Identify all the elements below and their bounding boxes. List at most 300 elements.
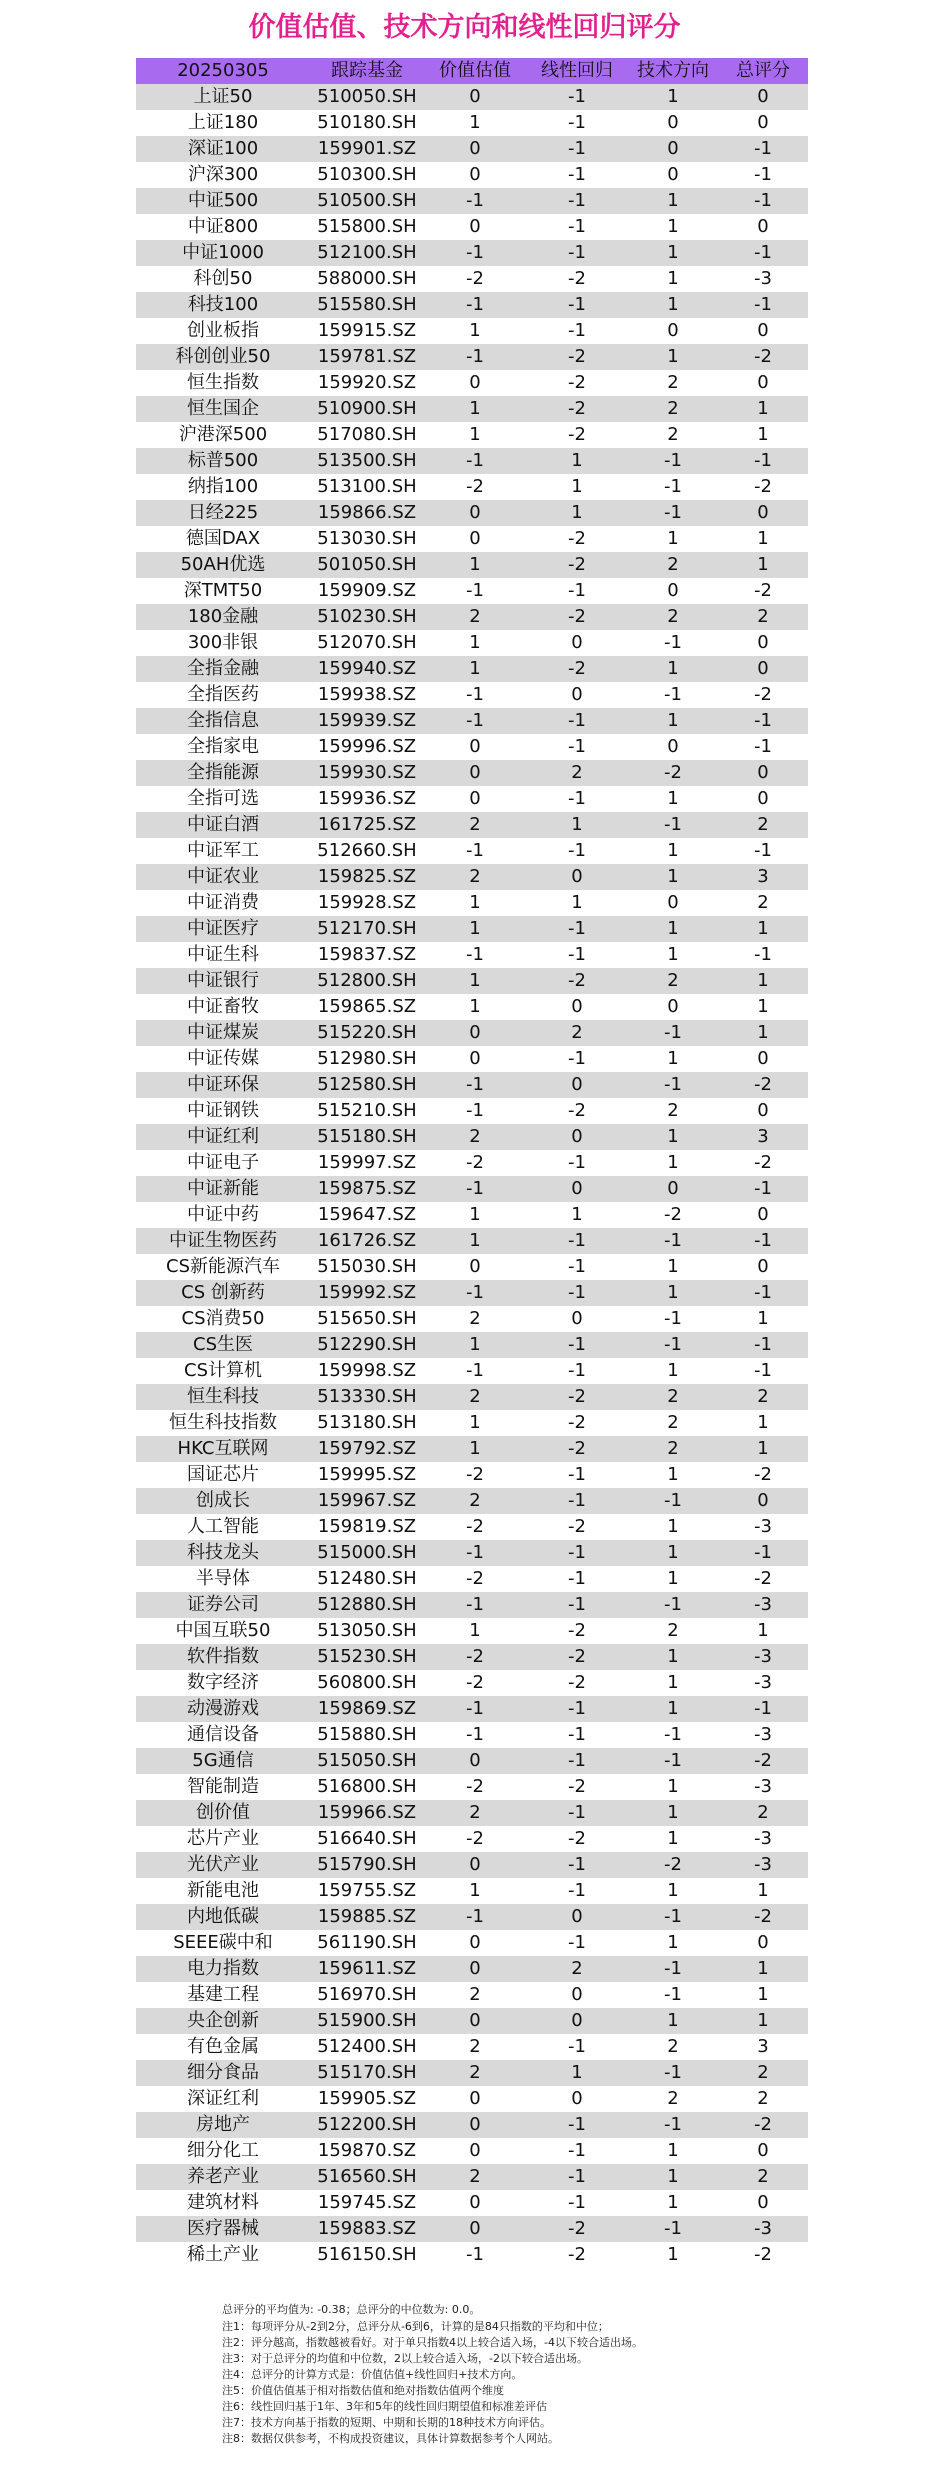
total-score-cell: 0 xyxy=(718,84,808,110)
header-fund: 跟踪基金 xyxy=(310,58,424,84)
value-score-cell: -2 xyxy=(424,1670,526,1696)
tech-score-cell: -1 xyxy=(628,1592,718,1618)
tech-score-cell: 1 xyxy=(628,1540,718,1566)
tech-score-cell: -1 xyxy=(628,1748,718,1774)
table-row xyxy=(136,162,808,188)
total-score-cell: 2 xyxy=(718,2086,808,2112)
tech-score-cell: -1 xyxy=(628,1072,718,1098)
index-name-cell: 科技龙头 xyxy=(136,1540,310,1566)
value-score-cell: 0 xyxy=(424,1852,526,1878)
note-line: 注6：线性回归基于1年、3年和5年的线性回归期望值和标准差评估 xyxy=(222,2400,547,2413)
total-score-cell: 0 xyxy=(718,318,808,344)
linear-score-cell: -2 xyxy=(526,1436,628,1462)
fund-code-cell: 159901.SZ xyxy=(310,136,424,162)
summary-text: 总评分的平均值为: -0.38；总评分的中位数为: 0.0。 xyxy=(222,2303,481,2316)
header-value: 价值估值 xyxy=(424,58,526,84)
value-score-cell: 2 xyxy=(424,2034,526,2060)
total-score-cell: -3 xyxy=(718,266,808,292)
fund-code-cell: 159819.SZ xyxy=(310,1514,424,1540)
table-row xyxy=(136,1540,808,1566)
table-row xyxy=(136,292,808,318)
linear-score-cell: -2 xyxy=(526,1774,628,1800)
tech-score-cell: -1 xyxy=(628,474,718,500)
value-score-cell: 1 xyxy=(424,422,526,448)
tech-score-cell: 0 xyxy=(628,110,718,136)
value-score-cell: 0 xyxy=(424,1956,526,1982)
linear-score-cell: 2 xyxy=(526,760,628,786)
table-row xyxy=(136,1670,808,1696)
value-score-cell: -1 xyxy=(424,2242,526,2268)
table-row xyxy=(136,1800,808,1826)
linear-score-cell: -1 xyxy=(526,2164,628,2190)
value-score-cell: -2 xyxy=(424,1826,526,1852)
linear-score-cell: -2 xyxy=(526,1826,628,1852)
tech-score-cell: 1 xyxy=(628,2190,718,2216)
value-score-cell: 2 xyxy=(424,864,526,890)
value-score-cell: -1 xyxy=(424,188,526,214)
linear-score-cell: -1 xyxy=(526,1254,628,1280)
total-score-cell: -1 xyxy=(718,838,808,864)
value-score-cell: -1 xyxy=(424,448,526,474)
table-row xyxy=(136,2112,808,2138)
tech-score-cell: 2 xyxy=(628,1410,718,1436)
table-row xyxy=(136,448,808,474)
notes-section xyxy=(222,2302,842,2447)
total-score-cell: 1 xyxy=(718,1436,808,1462)
total-score-cell: -2 xyxy=(718,1150,808,1176)
linear-score-cell: 0 xyxy=(526,630,628,656)
fund-code-cell: 512480.SH xyxy=(310,1566,424,1592)
fund-code-cell: 161726.SZ xyxy=(310,1228,424,1254)
table-row xyxy=(136,1826,808,1852)
index-name-cell: 恒生科技 xyxy=(136,1384,310,1410)
tech-score-cell: 2 xyxy=(628,1436,718,1462)
total-score-cell: 0 xyxy=(718,656,808,682)
value-score-cell: 1 xyxy=(424,552,526,578)
tech-score-cell: 1 xyxy=(628,1046,718,1072)
value-score-cell: -1 xyxy=(424,1072,526,1098)
value-score-cell: 1 xyxy=(424,396,526,422)
table-row xyxy=(136,1254,808,1280)
fund-code-cell: 515180.SH xyxy=(310,1124,424,1150)
fund-code-cell: 515220.SH xyxy=(310,1020,424,1046)
index-name-cell: 养老产业 xyxy=(136,2164,310,2190)
fund-code-cell: 515880.SH xyxy=(310,1722,424,1748)
fund-code-cell: 515900.SH xyxy=(310,2008,424,2034)
value-score-cell: 1 xyxy=(424,656,526,682)
fund-code-cell: 512800.SH xyxy=(310,968,424,994)
index-name-cell: CS计算机 xyxy=(136,1358,310,1384)
tech-score-cell: 1 xyxy=(628,214,718,240)
linear-score-cell: -1 xyxy=(526,110,628,136)
table-row xyxy=(136,2242,808,2268)
total-score-cell: -2 xyxy=(718,1904,808,1930)
linear-score-cell: -1 xyxy=(526,942,628,968)
value-score-cell: 1 xyxy=(424,1332,526,1358)
index-name-cell: 中证煤炭 xyxy=(136,1020,310,1046)
table-row xyxy=(136,422,808,448)
linear-score-cell: -1 xyxy=(526,1878,628,1904)
linear-score-cell: -1 xyxy=(526,1800,628,1826)
fund-code-cell: 512200.SH xyxy=(310,2112,424,2138)
fund-code-cell: 513050.SH xyxy=(310,1618,424,1644)
index-name-cell: 上证180 xyxy=(136,110,310,136)
index-name-cell: 人工智能 xyxy=(136,1514,310,1540)
index-name-cell: 5G通信 xyxy=(136,1748,310,1774)
index-name-cell: 中证钢铁 xyxy=(136,1098,310,1124)
index-name-cell: 科创50 xyxy=(136,266,310,292)
value-score-cell: 2 xyxy=(424,1124,526,1150)
note-line: 注4：总评分的计算方式是：价值估值+线性回归+技术方向。 xyxy=(222,2368,523,2381)
linear-score-cell: 1 xyxy=(526,2060,628,2086)
tech-score-cell: -1 xyxy=(628,2216,718,2242)
fund-code-cell: 513180.SH xyxy=(310,1410,424,1436)
fund-code-cell: 510300.SH xyxy=(310,162,424,188)
table-row xyxy=(136,1748,808,1774)
value-score-cell: 2 xyxy=(424,1982,526,2008)
linear-score-cell: -1 xyxy=(526,1332,628,1358)
value-score-cell: 2 xyxy=(424,1800,526,1826)
total-score-cell: -1 xyxy=(718,1696,808,1722)
fund-code-cell: 516150.SH xyxy=(310,2242,424,2268)
value-score-cell: -1 xyxy=(424,838,526,864)
tech-score-cell: -1 xyxy=(628,1982,718,2008)
total-score-cell: 0 xyxy=(718,630,808,656)
fund-code-cell: 159866.SZ xyxy=(310,500,424,526)
table-row xyxy=(136,344,808,370)
total-score-cell: 1 xyxy=(718,968,808,994)
total-score-cell: 1 xyxy=(718,994,808,1020)
linear-score-cell: -2 xyxy=(526,396,628,422)
index-name-cell: 上证50 xyxy=(136,84,310,110)
value-score-cell: -1 xyxy=(424,1358,526,1384)
total-score-cell: 1 xyxy=(718,1982,808,2008)
fund-code-cell: 159992.SZ xyxy=(310,1280,424,1306)
total-score-cell: -1 xyxy=(718,448,808,474)
total-score-cell: -2 xyxy=(718,1748,808,1774)
tech-score-cell: 1 xyxy=(628,1930,718,1956)
linear-score-cell: -1 xyxy=(526,2034,628,2060)
fund-code-cell: 512400.SH xyxy=(310,2034,424,2060)
fund-code-cell: 159997.SZ xyxy=(310,1150,424,1176)
value-score-cell: 2 xyxy=(424,2060,526,2086)
fund-code-cell: 159865.SZ xyxy=(310,994,424,1020)
linear-score-cell: -2 xyxy=(526,370,628,396)
header-linear: 线性回归 xyxy=(526,58,628,84)
index-name-cell: CS 创新药 xyxy=(136,1280,310,1306)
linear-score-cell: -2 xyxy=(526,422,628,448)
value-score-cell: 0 xyxy=(424,1020,526,1046)
fund-code-cell: 159825.SZ xyxy=(310,864,424,890)
linear-score-cell: 1 xyxy=(526,474,628,500)
tech-score-cell: 2 xyxy=(628,552,718,578)
total-score-cell: 0 xyxy=(718,500,808,526)
tech-score-cell: 1 xyxy=(628,2242,718,2268)
tech-score-cell: -1 xyxy=(628,2112,718,2138)
tech-score-cell: 1 xyxy=(628,1254,718,1280)
total-score-cell: 1 xyxy=(718,1020,808,1046)
tech-score-cell: 0 xyxy=(628,162,718,188)
value-score-cell: -1 xyxy=(424,1722,526,1748)
table-row xyxy=(136,1436,808,1462)
linear-score-cell: -1 xyxy=(526,188,628,214)
linear-score-cell: -2 xyxy=(526,344,628,370)
value-score-cell: -1 xyxy=(424,942,526,968)
total-score-cell: 0 xyxy=(718,1254,808,1280)
fund-code-cell: 512290.SH xyxy=(310,1332,424,1358)
value-score-cell: 0 xyxy=(424,526,526,552)
total-score-cell: 2 xyxy=(718,1800,808,1826)
table-row xyxy=(136,214,808,240)
tech-score-cell: 1 xyxy=(628,1280,718,1306)
total-score-cell: 1 xyxy=(718,1618,808,1644)
table-row xyxy=(136,1124,808,1150)
table-row xyxy=(136,1306,808,1332)
value-score-cell: -1 xyxy=(424,292,526,318)
linear-score-cell: -1 xyxy=(526,1566,628,1592)
table-row xyxy=(136,318,808,344)
total-score-cell: -1 xyxy=(718,240,808,266)
total-score-cell: -2 xyxy=(718,474,808,500)
table-row xyxy=(136,682,808,708)
header-tech: 技术方向 xyxy=(628,58,718,84)
tech-score-cell: 0 xyxy=(628,318,718,344)
value-score-cell: 1 xyxy=(424,994,526,1020)
index-name-cell: 全指家电 xyxy=(136,734,310,760)
table-row xyxy=(136,110,808,136)
linear-score-cell: -1 xyxy=(526,1696,628,1722)
tech-score-cell: 1 xyxy=(628,344,718,370)
table-row xyxy=(136,1020,808,1046)
fund-code-cell: 159885.SZ xyxy=(310,1904,424,1930)
tech-score-cell: -1 xyxy=(628,1956,718,1982)
linear-score-cell: 0 xyxy=(526,682,628,708)
fund-code-cell: 159781.SZ xyxy=(310,344,424,370)
tech-score-cell: 0 xyxy=(628,1176,718,1202)
total-score-cell: 0 xyxy=(718,2190,808,2216)
table-row xyxy=(136,968,808,994)
fund-code-cell: 515000.SH xyxy=(310,1540,424,1566)
index-name-cell: 创成长 xyxy=(136,1488,310,1514)
linear-score-cell: -2 xyxy=(526,1670,628,1696)
index-name-cell: 中证500 xyxy=(136,188,310,214)
tech-score-cell: 1 xyxy=(628,188,718,214)
fund-code-cell: 501050.SH xyxy=(310,552,424,578)
table-row xyxy=(136,1696,808,1722)
fund-code-cell: 159940.SZ xyxy=(310,656,424,682)
fund-code-cell: 513030.SH xyxy=(310,526,424,552)
table-row xyxy=(136,1202,808,1228)
table-body xyxy=(136,84,808,2268)
index-name-cell: 稀土产业 xyxy=(136,2242,310,2268)
table-row xyxy=(136,760,808,786)
table-row xyxy=(136,1930,808,1956)
linear-score-cell: -1 xyxy=(526,1852,628,1878)
header-total: 总评分 xyxy=(718,58,808,84)
fund-code-cell: 159928.SZ xyxy=(310,890,424,916)
fund-code-cell: 515030.SH xyxy=(310,1254,424,1280)
total-score-cell: 0 xyxy=(718,2138,808,2164)
index-name-cell: 创价值 xyxy=(136,1800,310,1826)
linear-score-cell: -1 xyxy=(526,136,628,162)
fund-code-cell: 512980.SH xyxy=(310,1046,424,1072)
table-row xyxy=(136,188,808,214)
value-score-cell: -2 xyxy=(424,1566,526,1592)
fund-code-cell: 159936.SZ xyxy=(310,786,424,812)
linear-score-cell: 0 xyxy=(526,1176,628,1202)
table-row xyxy=(136,708,808,734)
fund-code-cell: 515650.SH xyxy=(310,1306,424,1332)
tech-score-cell: -1 xyxy=(628,2060,718,2086)
table-row xyxy=(136,890,808,916)
tech-score-cell: 1 xyxy=(628,526,718,552)
index-name-cell: 中国互联50 xyxy=(136,1618,310,1644)
value-score-cell: -2 xyxy=(424,1150,526,1176)
tech-score-cell: 1 xyxy=(628,916,718,942)
table-row xyxy=(136,2138,808,2164)
tech-score-cell: 1 xyxy=(628,1696,718,1722)
total-score-cell: -1 xyxy=(718,1540,808,1566)
value-score-cell: 1 xyxy=(424,1202,526,1228)
linear-score-cell: -2 xyxy=(526,1618,628,1644)
linear-score-cell: -2 xyxy=(526,604,628,630)
index-name-cell: 半导体 xyxy=(136,1566,310,1592)
table-row xyxy=(136,1150,808,1176)
fund-code-cell: 159930.SZ xyxy=(310,760,424,786)
index-name-cell: 中证白酒 xyxy=(136,812,310,838)
index-name-cell: CS消费50 xyxy=(136,1306,310,1332)
table-row xyxy=(136,1956,808,1982)
tech-score-cell: 1 xyxy=(628,1462,718,1488)
tech-score-cell: 2 xyxy=(628,2034,718,2060)
index-name-cell: CS新能源汽车 xyxy=(136,1254,310,1280)
tech-score-cell: -1 xyxy=(628,812,718,838)
value-score-cell: -2 xyxy=(424,1514,526,1540)
table-row xyxy=(136,864,808,890)
index-name-cell: 中证800 xyxy=(136,214,310,240)
tech-score-cell: 1 xyxy=(628,240,718,266)
total-score-cell: -1 xyxy=(718,1228,808,1254)
value-score-cell: -1 xyxy=(424,1696,526,1722)
tech-score-cell: 1 xyxy=(628,1514,718,1540)
fund-code-cell: 515800.SH xyxy=(310,214,424,240)
linear-score-cell: -2 xyxy=(526,656,628,682)
table-row xyxy=(136,2216,808,2242)
value-score-cell: 1 xyxy=(424,1410,526,1436)
fund-code-cell: 159870.SZ xyxy=(310,2138,424,2164)
fund-code-cell: 513330.SH xyxy=(310,1384,424,1410)
index-name-cell: 全指金融 xyxy=(136,656,310,682)
value-score-cell: 0 xyxy=(424,786,526,812)
fund-code-cell: 513100.SH xyxy=(310,474,424,500)
fund-code-cell: 516640.SH xyxy=(310,1826,424,1852)
index-name-cell: 光伏产业 xyxy=(136,1852,310,1878)
tech-score-cell: -1 xyxy=(628,1332,718,1358)
index-name-cell: 中证军工 xyxy=(136,838,310,864)
tech-score-cell: 2 xyxy=(628,396,718,422)
note-line: 注2：评分越高，指数越被看好。对于单只指数4以上较合适入场，-4以下较合适出场。 xyxy=(222,2336,643,2349)
total-score-cell: -2 xyxy=(718,578,808,604)
fund-code-cell: 515210.SH xyxy=(310,1098,424,1124)
tech-score-cell: 1 xyxy=(628,1358,718,1384)
tech-score-cell: 1 xyxy=(628,942,718,968)
value-score-cell: -1 xyxy=(424,578,526,604)
fund-code-cell: 159611.SZ xyxy=(310,1956,424,1982)
linear-score-cell: 1 xyxy=(526,812,628,838)
index-name-cell: 恒生指数 xyxy=(136,370,310,396)
index-name-cell: 建筑材料 xyxy=(136,2190,310,2216)
tech-score-cell: 2 xyxy=(628,968,718,994)
tech-score-cell: 2 xyxy=(628,1384,718,1410)
fund-code-cell: 588000.SH xyxy=(310,266,424,292)
index-name-cell: 日经225 xyxy=(136,500,310,526)
value-score-cell: 0 xyxy=(424,760,526,786)
table-row xyxy=(136,1046,808,1072)
linear-score-cell: -1 xyxy=(526,1280,628,1306)
tech-score-cell: 2 xyxy=(628,1618,718,1644)
table-row xyxy=(136,942,808,968)
fund-code-cell: 513500.SH xyxy=(310,448,424,474)
tech-score-cell: 1 xyxy=(628,864,718,890)
linear-score-cell: -1 xyxy=(526,1748,628,1774)
index-name-cell: 中证环保 xyxy=(136,1072,310,1098)
tech-score-cell: 1 xyxy=(628,1800,718,1826)
total-score-cell: 2 xyxy=(718,890,808,916)
linear-score-cell: -2 xyxy=(526,552,628,578)
total-score-cell: -1 xyxy=(718,292,808,318)
index-name-cell: HKC互联网 xyxy=(136,1436,310,1462)
tech-score-cell: -1 xyxy=(628,1488,718,1514)
fund-code-cell: 159755.SZ xyxy=(310,1878,424,1904)
value-score-cell: 1 xyxy=(424,890,526,916)
value-score-cell: -2 xyxy=(424,266,526,292)
index-name-cell: 内地低碳 xyxy=(136,1904,310,1930)
tech-score-cell: 0 xyxy=(628,994,718,1020)
table-row xyxy=(136,500,808,526)
value-score-cell: 0 xyxy=(424,734,526,760)
total-score-cell: -3 xyxy=(718,1722,808,1748)
table-row xyxy=(136,2060,808,2086)
linear-score-cell: 1 xyxy=(526,890,628,916)
value-score-cell: 1 xyxy=(424,1436,526,1462)
fund-code-cell: 510230.SH xyxy=(310,604,424,630)
fund-code-cell: 512880.SH xyxy=(310,1592,424,1618)
index-name-cell: 中证中药 xyxy=(136,1202,310,1228)
index-name-cell: 300非银 xyxy=(136,630,310,656)
table-row xyxy=(136,604,808,630)
index-name-cell: 国证芯片 xyxy=(136,1462,310,1488)
table-row xyxy=(136,1332,808,1358)
value-score-cell: 2 xyxy=(424,812,526,838)
index-name-cell: 中证1000 xyxy=(136,240,310,266)
table-row xyxy=(136,1618,808,1644)
table-row xyxy=(136,812,808,838)
index-name-cell: 医疗器械 xyxy=(136,2216,310,2242)
fund-code-cell: 510180.SH xyxy=(310,110,424,136)
index-name-cell: 全指信息 xyxy=(136,708,310,734)
linear-score-cell: -1 xyxy=(526,916,628,942)
total-score-cell: -2 xyxy=(718,344,808,370)
index-name-cell: 中证银行 xyxy=(136,968,310,994)
index-name-cell: 全指能源 xyxy=(136,760,310,786)
table-row xyxy=(136,1878,808,1904)
fund-code-cell: 159966.SZ xyxy=(310,1800,424,1826)
value-score-cell: 1 xyxy=(424,630,526,656)
index-name-cell: 180金融 xyxy=(136,604,310,630)
total-score-cell: -3 xyxy=(718,1644,808,1670)
table-row xyxy=(136,370,808,396)
table-row xyxy=(136,916,808,942)
